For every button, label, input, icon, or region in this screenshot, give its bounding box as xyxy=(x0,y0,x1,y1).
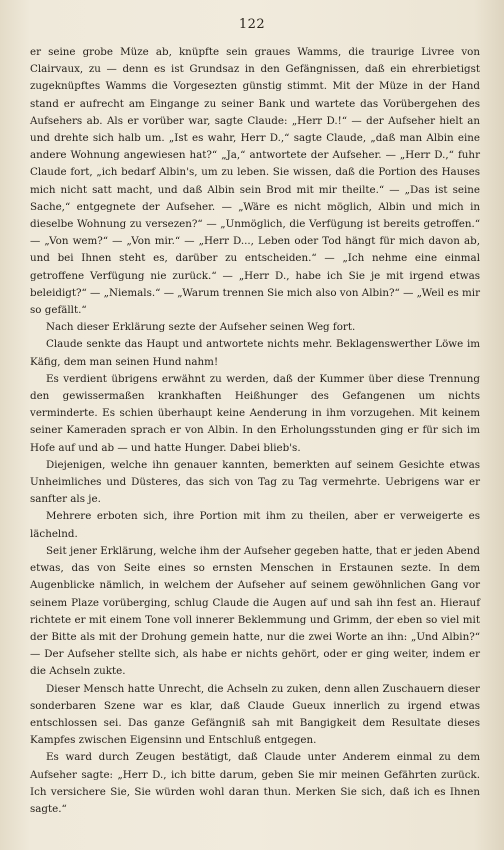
paragraph-6: Mehrere erboten sich, ihre Portion mit ihm zu theilen, aber er verweigerte es lächelnd. xyxy=(30,510,480,540)
paragraph-9: Es ward durch Zeugen bestätigt, daß Claude unter Anderem einmal zu dem Aufseher sagte: „Herr D., ich bitte darum, geben Sie mir meinen Gefährten zurück. Ich versichere Sie, Sie würden wohl daran thun. Merken Sie sich, daß ich es Ihnen sagte.“ xyxy=(30,751,480,815)
body-text xyxy=(30,44,480,818)
paragraph-2: Nach dieser Erklärung sezte der Aufseher seinen Weg fort. xyxy=(46,321,356,334)
paragraph-4: Es verdient übrigens erwähnt zu werden, daß der Kummer über diese Trennung den gewissermaßen krankhaften Heißhunger des Gefangenen um nichts verminderte. Es schien überhaupt keine Aenderung in ihm vorzugehen. Mit keinem seiner Kameraden sprach er von Albin. In den Erholungsstunden ging er für sich im Hofe auf und ab — und hatte Hunger. Dabei blieb's. xyxy=(30,372,480,454)
paragraph-8: Dieser Mensch hatte Unrecht, die Achseln zu zuken, denn allen Zuschauern dieser sonderbaren Szene war es klar, daß Claude Gueux innerlich zu irgend etwas entschlossen sei. Das ganze Gefängniß sah mit Bangigkeit dem Resultate dieses Kampfes zwischen Eigensinn und Entschluß entgegen. xyxy=(30,682,480,747)
paragraph-7: Seit jener Erklärung, welche ihm der Aufseher gegeben hatte, that er jeden Abend etwas, das von Seite eines so ernsten Menschen in Erstaunen sezte. In dem Augenblicke nämlich, in welchem der Aufseher auf seinem gewöhnlichen Gang vor seinem Plaze vorüberging, schlug Claude die Augen auf und sah ihn fest an. Hierauf richtete er mit einem Tone voll innerer Beklemmung und Grimm, der eben so viel mit der Bitte als mit der Drohung gemein hatte, nur die zwei Worte an ihn: „Und Albin?“ — Der Aufseher stellte sich, als habe er nichts gehört, oder er ging weiter, indem er die Achseln zukte. xyxy=(30,544,480,678)
page-number: 122 xyxy=(238,17,266,32)
paragraph-1: er seine grobe Müze ab, knüpfte sein graues Wamms, die traurige Livree von Clairvaux, zu — denn es ist Grundsaz in den Gefängnissen, daß ein ehrerbietigst zugeknüpftes Wamms die Vorgesezten günstig stimmt. Mit der Müze in der Hand stand er aufrecht am Eingange zu seiner Bank und wartete das Vorübergehen des Aufsehers ab. Als er vorüber war, sagte Claude: „Herr D.!“ — der Aufseher hielt an und drehte sich halb um. „Ist es wahr, Herr D.,“ sagte Claude, „daß man Albin eine andere Wohnung angewiesen hat?“ „Ja,“ antwortete der Aufseher. — „Herr D.,“ fuhr Claude fort, „ich bedarf Albin's, um zu leben. Sie wissen, daß die Portion des Hauses mich nicht satt macht, und daß Albin sein Brod mit mir theilte.“ — „Das ist seine Sache,“ entgegnete der Aufseher. — „Wäre es nicht möglich, Albin und mich in dieselbe Wohnung zu versezen?“ — „Unmöglich, die Verfügung ist bereits getroffen.“ — „Von wem?“ — „Von mir.“ — „Herr D..., Leben oder Tod hängt für mich davon ab, und bei Ihnen steht es, darüber zu entscheiden.“ — „Ich nehme eine einmal getroffene Verfügung nie zurück.“ — „Herr D., habe ich Sie je mit irgend etwas beleidigt?“ — „Niemals.“ — „Warum trennen Sie mich also von Albin?“ — „Weil es mir so gefällt.“ xyxy=(30,46,480,317)
paragraph-5: Diejenigen, welche ihn genauer kannten, bemerkten auf seinem Gesichte etwas Unheimliches und Düsteres, das sich von Tag zu Tag vermehrte. Uebrigens war er sanfter als je. xyxy=(30,458,480,506)
paragraph-3: Claude senkte das Haupt und antwortete nichts mehr. Beklagenswerther Löwe im Käfig, dem man seinen Hund nahm! xyxy=(30,338,480,368)
